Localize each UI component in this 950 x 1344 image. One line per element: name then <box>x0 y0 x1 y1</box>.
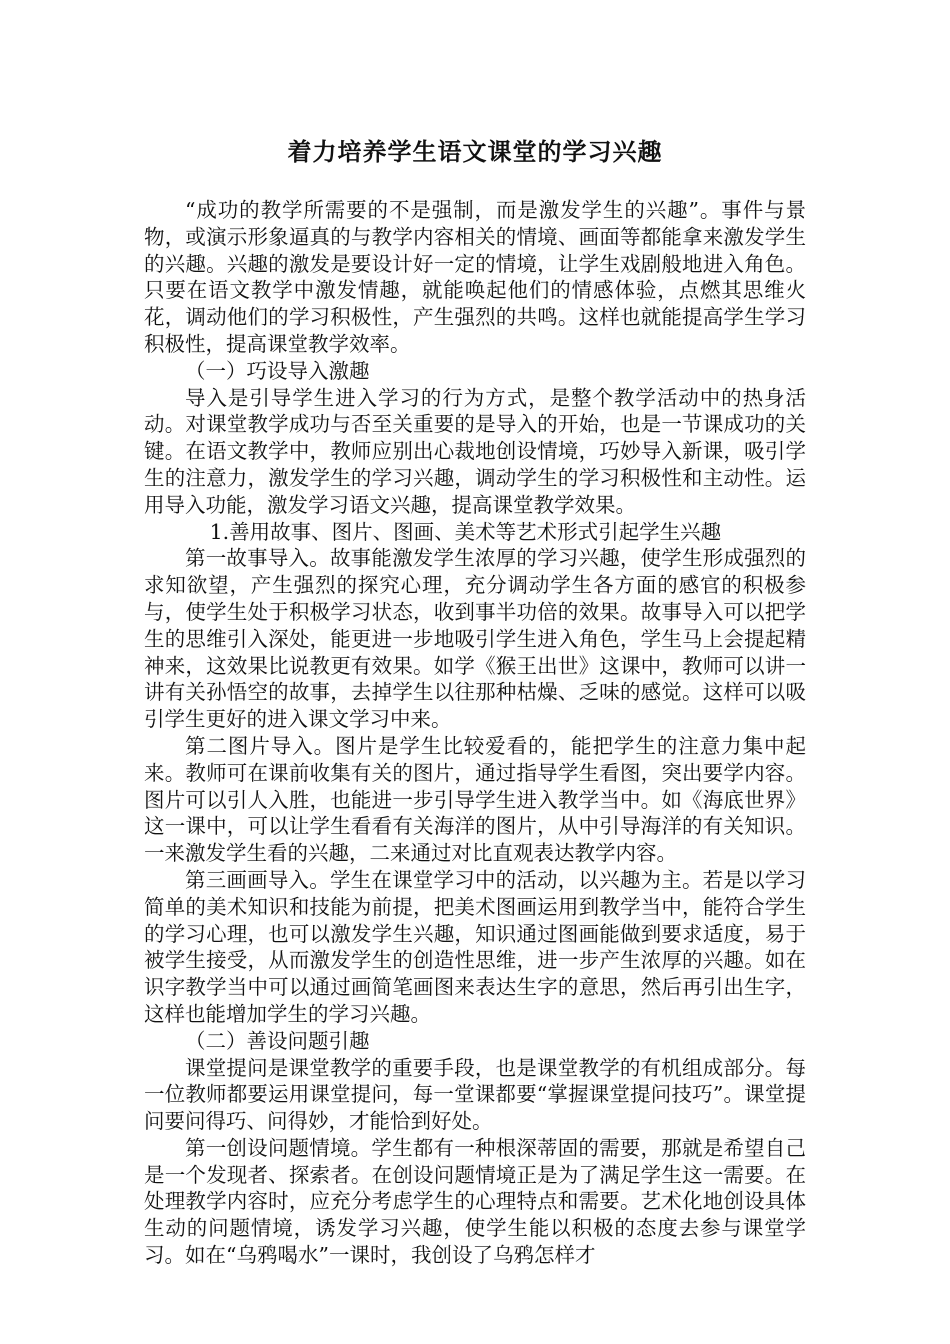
document-body <box>144 197 806 1269</box>
paragraph-drawing-intro: 第三画画导入。学生在课堂学习中的活动，以兴趣为主。若是以学习简单的美术知识和技能为前提，把美术图画运用到教学当中，能符合学生的学习心理，也可以激发学生兴趣，知识通过图画能做到要求适度，易于被学生接受，从而激发学生的创造性思维，进一步产生浓厚的兴趣。如在识字教学当中可以通过画简笔画图来表达生字的意思，然后再引出生字，这样也能增加学生的学习兴趣。 <box>144 867 806 1026</box>
subsection-heading-1: 1.善用故事、图片、图画、美术等艺术形式引起学生兴趣 <box>209 519 722 544</box>
paragraph-intro: “成功的教学所需要的不是强制，而是激发学生的兴趣”。事件与景物，或演示形象逼真的与教学内容相关的情境、画面等都能拿来激发学生的兴趣。兴趣的激发是要设计好一定的情境，让学生戏剧般地进入角色。只要在语文教学中激发情趣，就能唤起他们的情感体验，点燃其思维火花，调动他们的学习积极性，产生强烈的共鸣。这样也就能提高学生学习积极性，提高课堂教学效率。 <box>144 198 806 356</box>
paragraph-story-intro: 第一故事导入。故事能激发学生浓厚的学习兴趣，使学生形成强烈的求知欲望，产生强烈的探究心理，充分调动学生各方面的感官的积极参与，使学生处于积极学习状态，收到事半功倍的效果。故事导入可以把学生的思维引入深处，能更进一步地吸引学生进入角色，学生马上会提起精神来，这效果比说教更有效果。如学《猴王出世》这课中，教师可以讲一讲有关孙悟空的故事，去掉学生以往那种枯燥、乏味的感觉。这样可以吸引学生更好的进入课文学习中来。 <box>144 546 806 732</box>
section-heading-2: （二）善设问题引趣 <box>185 1028 370 1053</box>
paragraph-question-context: 第一创设问题情境。学生都有一种根深蒂固的需要，那就是希望自己是一个发现者、探索者。在创设问题情境正是为了满足学生这一需要。在处理教学内容时，应充分考虑学生的心理特点和需要。艺术化地创设具体生动的问题情境，诱发学习兴趣，使学生能以积极的态度去参与课堂学习。如在“乌鸦喝水”一课时，我创设了乌鸦怎样才 <box>144 1135 806 1268</box>
section-heading-1: （一）巧设导入激趣 <box>185 358 370 383</box>
paragraph-picture-intro: 第二图片导入。图片是学生比较爱看的，能把学生的注意力集中起来。教师可在课前收集有关的图片，通过指导学生看图，突出要学内容。图片可以引人入胜，也能进一步引导学生进入教学当中。如《海底世界》这一课中，可以让学生看看有关海洋的图片，从中引导海洋的有关知识。一来激发学生看的兴趣，二来通过对比直观表达教学内容。 <box>144 733 806 866</box>
document-title: 着力培养学生语文课堂的学习兴趣 <box>287 137 663 166</box>
paragraph-section-2: 课堂提问是课堂教学的重要手段，也是课堂教学的有机组成部分。每一位教师都要运用课堂提问，每一堂课都要“掌握课堂提问技巧”。课堂提问要问得巧、问得妙，才能恰到好处。 <box>144 1055 806 1134</box>
paragraph-section-1: 导入是引导学生进入学习的行为方式，是整个教学活动中的热身活动。对课堂教学成功与否至关重要的是导入的开始，也是一节课成功的关键。在语文教学中，教师应别出心裁地创设情境，巧妙导入新课，吸引学生的注意力，激发学生的学习兴趣，调动学生的学习积极性和主动性。运用导入功能，激发学习语文兴趣，提高课堂教学效果。 <box>144 385 806 517</box>
